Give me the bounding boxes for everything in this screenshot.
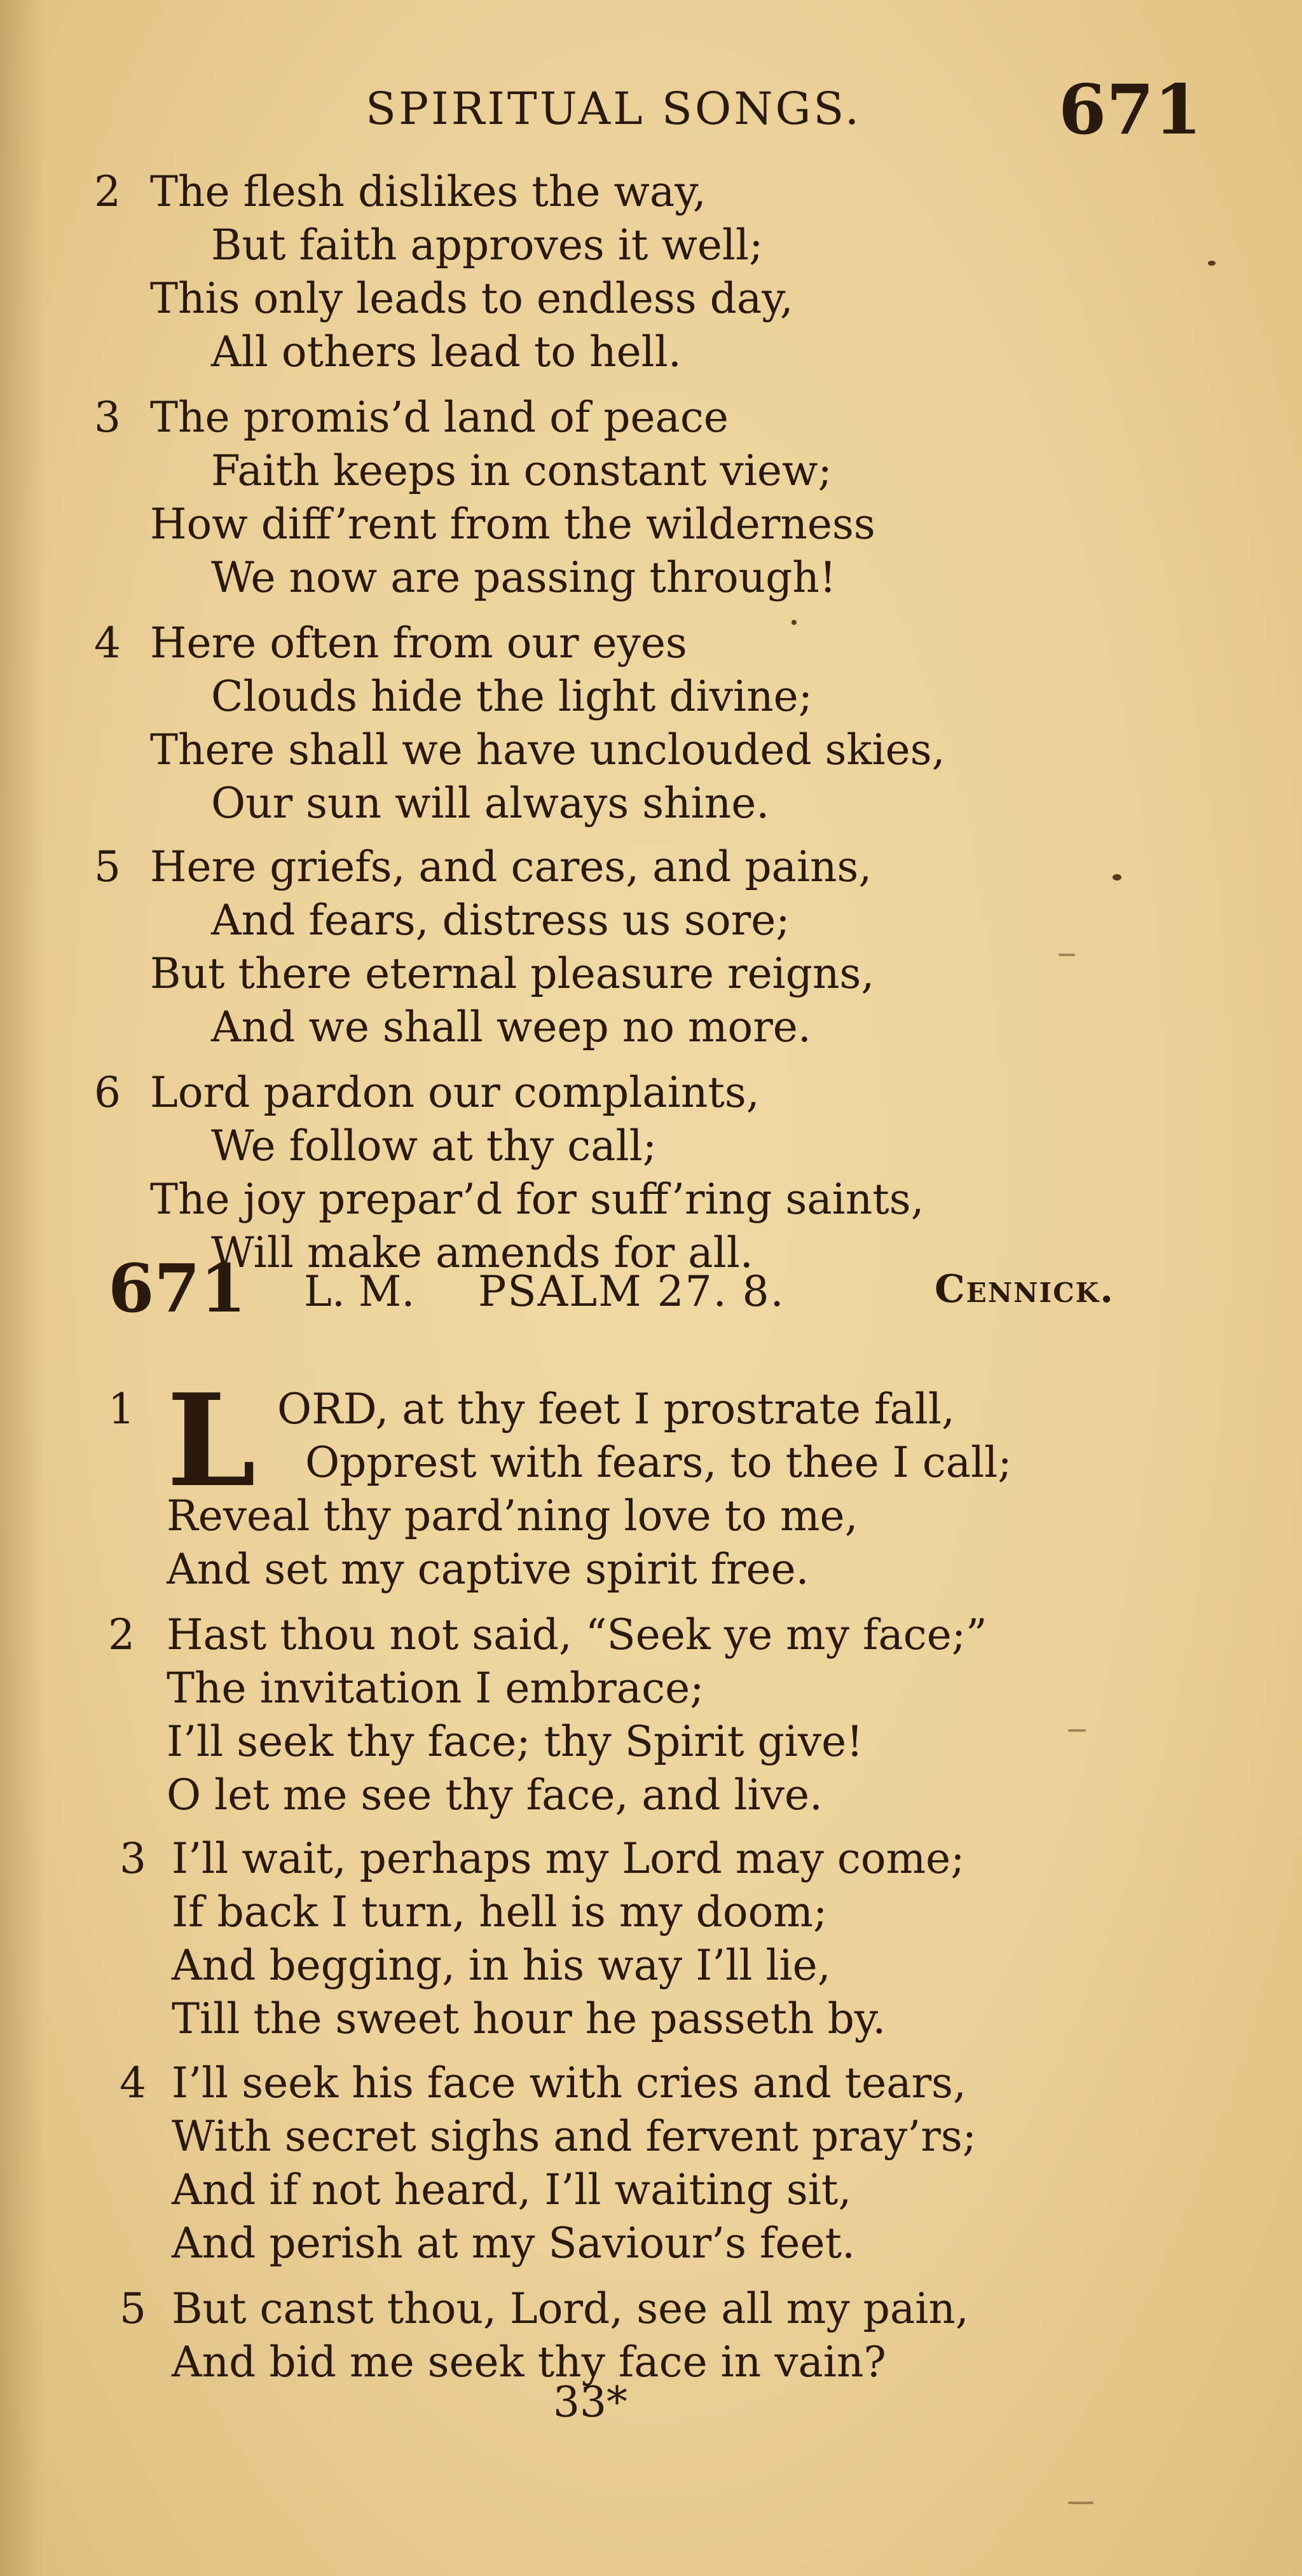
hymn-author: Cennick.: [935, 1267, 1115, 1312]
verse-line: Clouds hide the light divine;: [211, 672, 812, 721]
verse-line: Till the sweet hour he passeth by.: [172, 1994, 886, 2043]
verse-line: And we shall weep no more.: [211, 1003, 811, 1052]
ink-speck: [1113, 874, 1121, 880]
verse-line: And perish at my Saviour’s feet.: [172, 2219, 856, 2268]
verse-line: I’ll seek thy face; thy Spirit give!: [167, 1717, 863, 1766]
verse-number: 3: [94, 393, 121, 442]
verse-line: The joy prepar’d for suff’ring saints,: [150, 1175, 924, 1224]
verse-line: And bid me seek thy face in vain?: [172, 2338, 886, 2387]
hymn-number: 671: [108, 1249, 247, 1327]
running-title: SPIRITUAL SONGS.: [366, 83, 862, 135]
signature-mark: 33*: [553, 2378, 627, 2427]
verse-line: But canst thou, Lord, see all my pain,: [172, 2284, 969, 2333]
hymn-heading: [0, 1249, 1302, 1345]
ink-speck: [1068, 1729, 1086, 1732]
verse-line: There shall we have unclouded skies,: [150, 725, 945, 774]
verse-line: Will make amends for all.: [211, 1228, 753, 1277]
verse-line: Lord pardon our complaints,: [150, 1068, 760, 1117]
verse-line: This only leads to endless day,: [150, 274, 793, 323]
verse-line: Reveal thy pard’ning love to me,: [167, 1491, 858, 1540]
verse-line: We now are passing through!: [211, 553, 837, 602]
verse-number: 6: [94, 1068, 121, 1117]
verse-line: The promis’d land of peace: [150, 393, 729, 442]
verse-line: With secret sighs and fervent pray’rs;: [172, 2112, 976, 2161]
verse-line: How diff’rent from the wilderness: [150, 500, 875, 549]
page-number: 671: [1059, 70, 1202, 150]
verse-line: I’ll seek his face with cries and tears,: [172, 2059, 967, 2107]
verse-line: Here often from our eyes: [150, 619, 687, 668]
verse-line: But there eternal pleasure reigns,: [150, 949, 875, 998]
drop-cap: L: [167, 1366, 256, 1516]
ink-speck: [1068, 2502, 1093, 2504]
verse-line: All others lead to hell.: [211, 327, 682, 376]
verse-line: But faith approves it well;: [211, 221, 764, 270]
verse-line: Opprest with fears, to thee I call;: [305, 1438, 1012, 1487]
verse-number: 3: [120, 1834, 146, 1883]
verse-line: I’ll wait, perhaps my Lord may come;: [172, 1834, 965, 1883]
verse-line: If back I turn, hell is my doom;: [172, 1887, 828, 1936]
verse-line: And begging, in his way I’ll lie,: [172, 1941, 831, 1990]
verse-line: Faith keeps in constant view;: [211, 446, 832, 495]
verse-line: Here griefs, and cares, and pains,: [150, 842, 872, 891]
page-header: [0, 70, 1302, 150]
verse-line: We follow at thy call;: [211, 1121, 657, 1170]
verse-number: 2: [108, 1610, 135, 1659]
verse-line: And fears, distress us sore;: [211, 896, 790, 945]
ink-speck: [1059, 954, 1075, 956]
verse-number: 1: [108, 1385, 135, 1434]
verse-line: The flesh dislikes the way,: [150, 167, 706, 216]
verse-line: O let me see thy face, and live.: [167, 1771, 823, 1819]
verse-line: Hast thou not said, “Seek ye my face;”: [167, 1610, 987, 1659]
verse-number: 5: [94, 842, 121, 891]
hymn-meter: L. M.: [304, 1267, 415, 1316]
verse-number: 4: [120, 2059, 146, 2107]
verse-number: 4: [94, 619, 121, 668]
ink-speck: [791, 620, 797, 625]
psalm-reference: PSALM 27. 8.: [478, 1267, 785, 1316]
verse-line: And set my captive spirit free.: [167, 1545, 809, 1594]
verse-line: ORD, at thy feet I prostrate fall,: [277, 1385, 955, 1434]
verse-number: 5: [120, 2284, 146, 2333]
verse-line: And if not heard, I’ll waiting sit,: [172, 2165, 852, 2214]
verse-line: The invitation I embrace;: [167, 1664, 704, 1713]
verse-number: 2: [94, 167, 121, 216]
verse-line: Our sun will always shine.: [211, 779, 770, 828]
ink-speck: [1208, 261, 1216, 266]
